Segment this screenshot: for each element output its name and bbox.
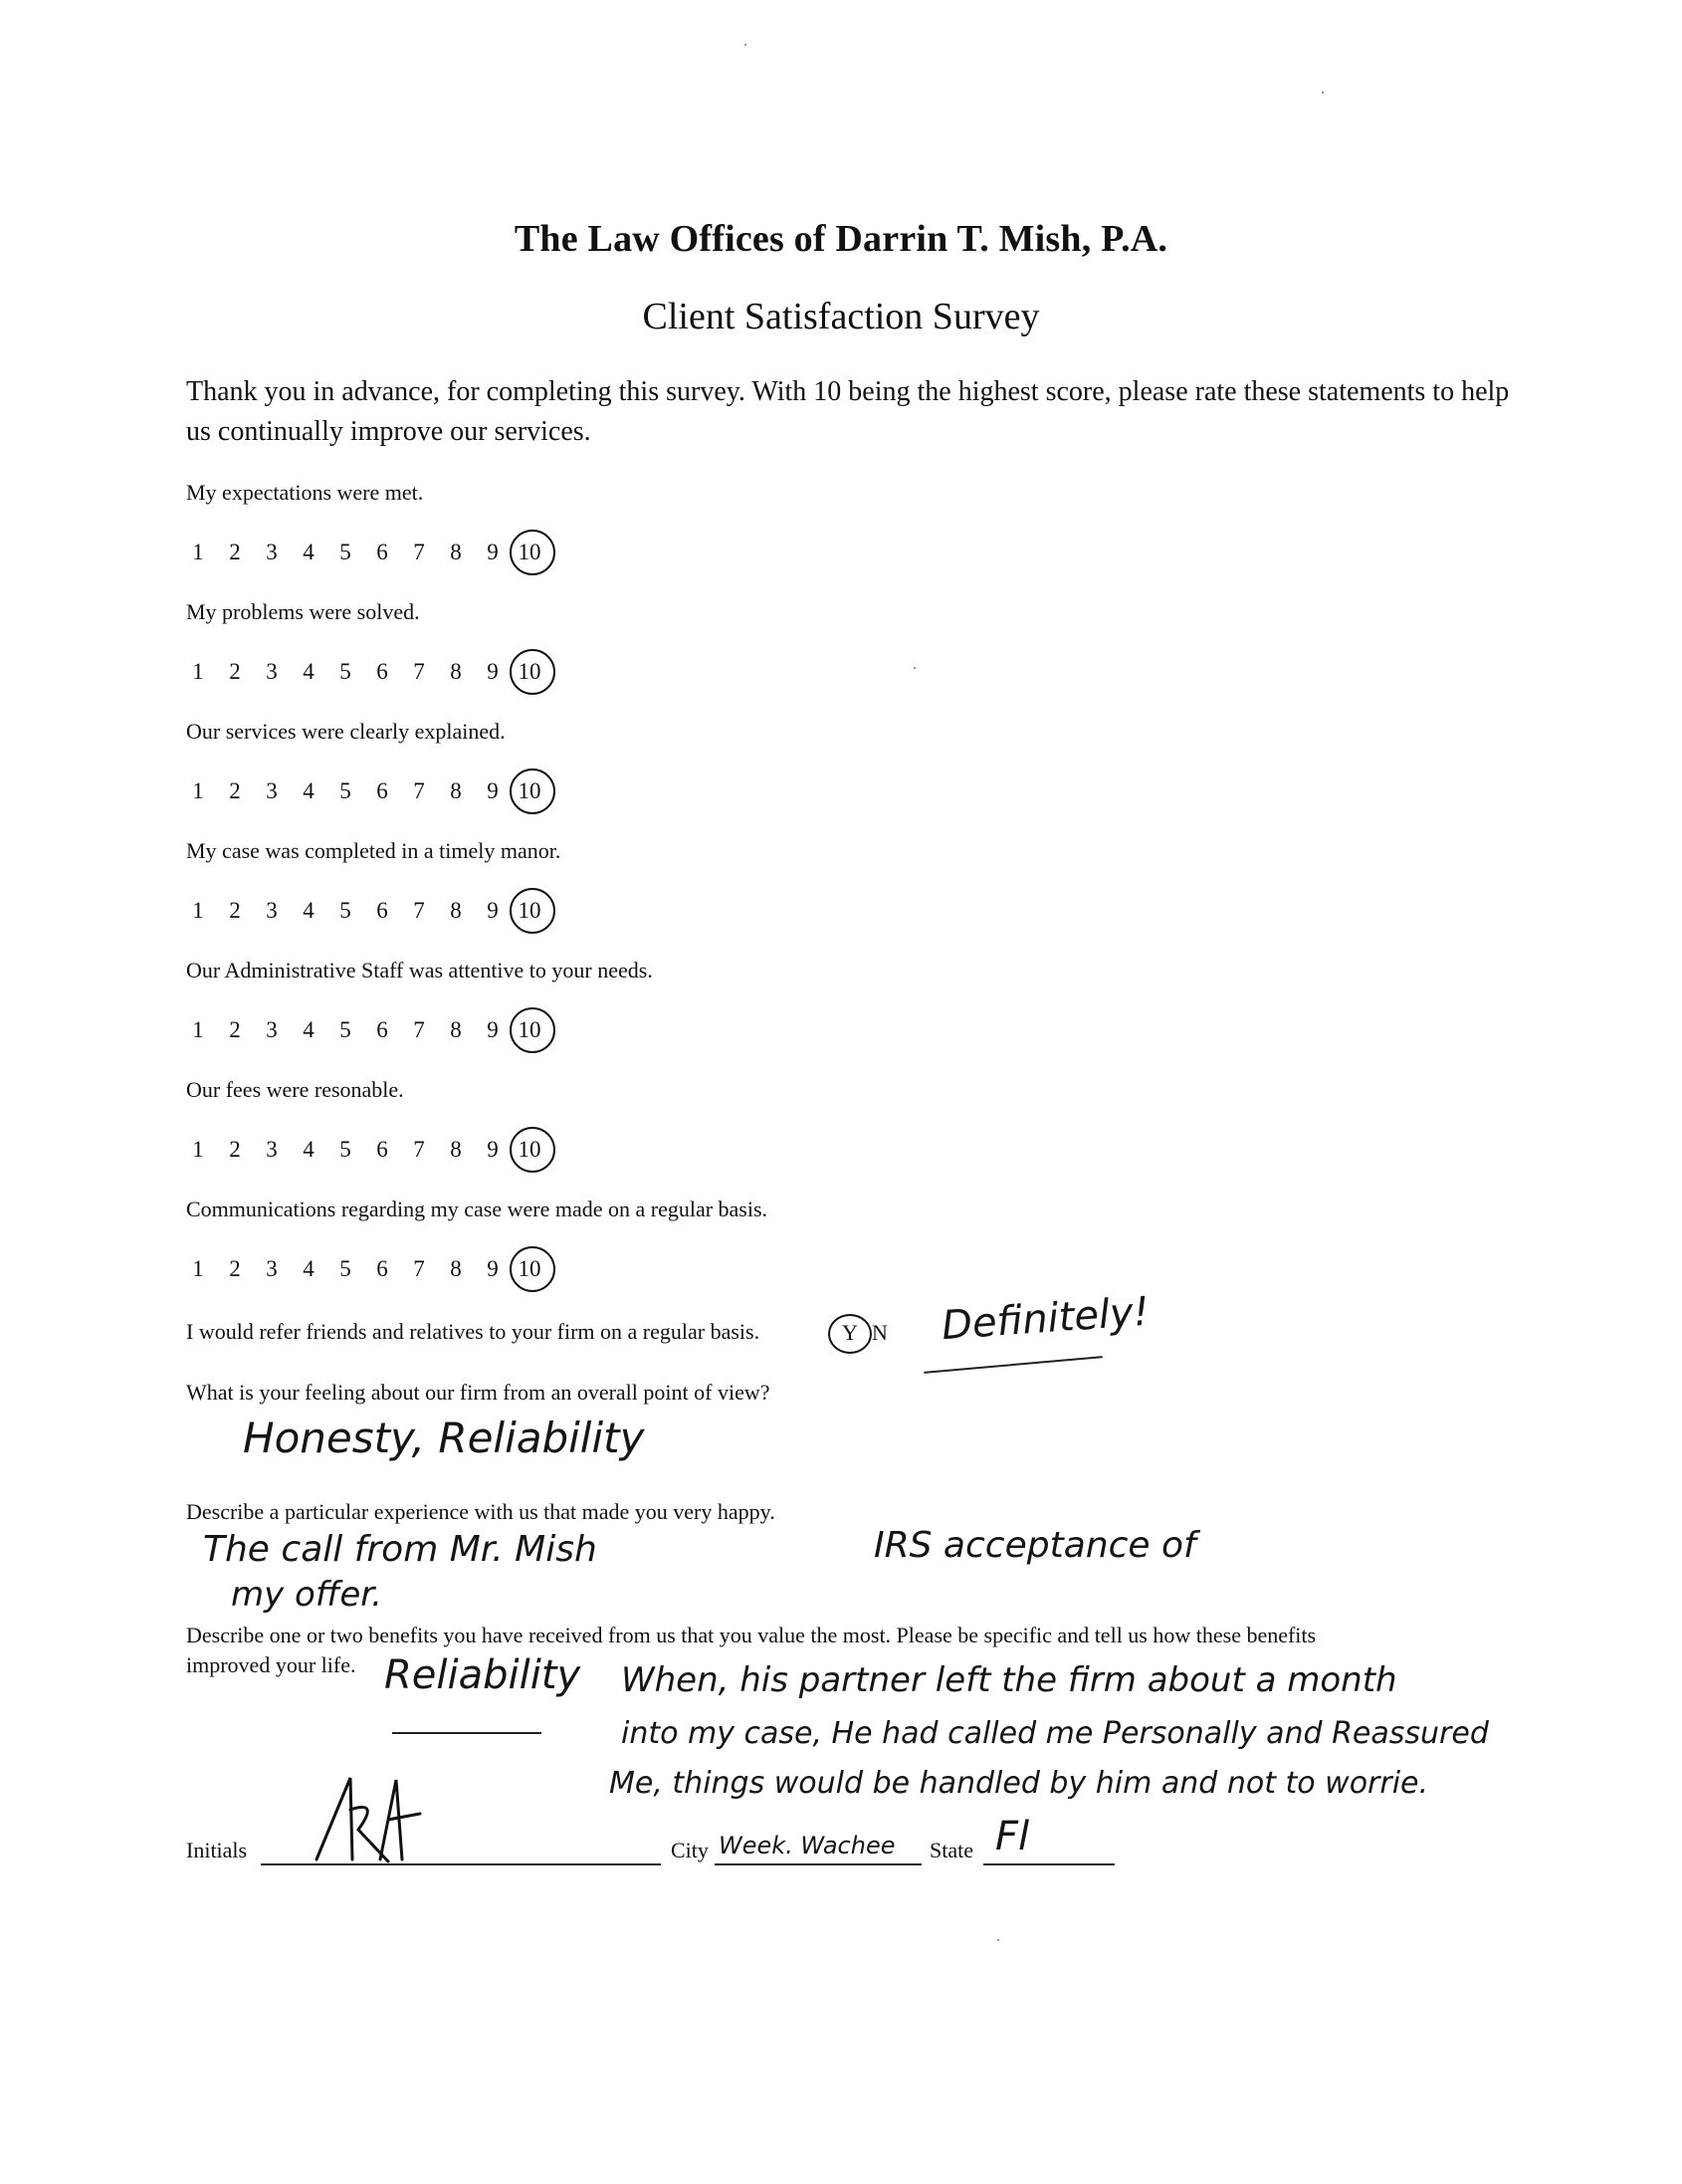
rating-question-label: Communications regarding my case were made on a regular basis. xyxy=(186,1197,768,1221)
state-label: State xyxy=(930,1838,973,1862)
state-line[interactable] xyxy=(983,1863,1115,1865)
rating-option[interactable]: 1 xyxy=(192,1017,204,1042)
rating-option[interactable]: 9 xyxy=(487,540,499,564)
rating-option[interactable]: 10 xyxy=(518,1137,541,1162)
rating-option[interactable]: 9 xyxy=(487,1017,499,1042)
rating-option[interactable]: 4 xyxy=(303,540,315,564)
scan-speck xyxy=(997,1939,999,1941)
rating-option[interactable]: 3 xyxy=(266,540,278,564)
firm-name: The Law Offices of Darrin T. Mish, P.A. xyxy=(514,218,1168,260)
rating-option[interactable]: 6 xyxy=(376,540,388,564)
rating-option[interactable]: 7 xyxy=(413,659,425,684)
rating-option[interactable]: 2 xyxy=(229,1256,241,1281)
city-label: City xyxy=(671,1838,709,1862)
refer-question-label xyxy=(186,1319,759,1345)
rating-option[interactable]: 10 xyxy=(518,540,541,564)
rating-option[interactable]: 8 xyxy=(450,1137,462,1162)
rating-option[interactable]: 6 xyxy=(376,1256,388,1281)
refer-yes-circle xyxy=(828,1314,872,1354)
benefits-handwritten-keyword: Reliability xyxy=(384,1652,581,1698)
rating-option[interactable]: 6 xyxy=(376,659,388,684)
rating-scale xyxy=(186,659,584,693)
rating-option[interactable]: 3 xyxy=(266,1256,278,1281)
rating-option[interactable]: 9 xyxy=(487,1256,499,1281)
rating-option[interactable]: 3 xyxy=(266,1137,278,1162)
rating-option[interactable]: 8 xyxy=(450,540,462,564)
refer-underline xyxy=(924,1356,1102,1374)
rating-question-label: My problems were solved. xyxy=(186,599,420,624)
rating-option[interactable]: 7 xyxy=(413,1256,425,1281)
benefits-handwritten-line3: Me, things would be handled by him and not to worrie. xyxy=(609,1766,1429,1801)
rating-option[interactable]: 6 xyxy=(376,778,388,803)
selected-rating-circle xyxy=(510,1007,555,1053)
rating-scale xyxy=(186,1017,584,1051)
selected-rating-circle xyxy=(510,888,555,934)
rating-option[interactable]: 3 xyxy=(266,898,278,923)
selected-rating-circle xyxy=(510,530,555,575)
rating-option[interactable]: 2 xyxy=(229,540,241,564)
rating-option[interactable]: 8 xyxy=(450,1256,462,1281)
rating-option[interactable]: 3 xyxy=(266,1017,278,1042)
selected-rating-circle xyxy=(510,649,555,695)
rating-option[interactable]: 8 xyxy=(450,1017,462,1042)
rating-option[interactable]: 8 xyxy=(450,659,462,684)
refer-yes-option[interactable] xyxy=(832,1316,868,1350)
rating-option[interactable]: 2 xyxy=(229,778,241,803)
selected-rating-circle xyxy=(510,1246,555,1292)
overall-question-label: What is your feeling about our firm from an overall point of view? xyxy=(186,1380,770,1405)
rating-option[interactable]: 8 xyxy=(450,778,462,803)
rating-option[interactable]: 1 xyxy=(192,1137,204,1162)
scan-speck xyxy=(914,667,916,669)
rating-option[interactable]: 10 xyxy=(518,1256,541,1281)
rating-option[interactable]: 4 xyxy=(303,898,315,923)
survey-intro: Thank you in advance, for completing this survey. With 10 being the highest score, please rate these statements to help us continually improve our services. xyxy=(186,376,1510,447)
rating-option[interactable]: 2 xyxy=(229,898,241,923)
rating-scale xyxy=(186,1256,584,1290)
rating-option[interactable]: 5 xyxy=(339,1137,351,1162)
rating-option[interactable]: 5 xyxy=(339,540,351,564)
scan-speck xyxy=(1322,92,1324,94)
rating-option[interactable]: 9 xyxy=(487,778,499,803)
rating-option[interactable]: 1 xyxy=(192,659,204,684)
rating-option[interactable]: 1 xyxy=(192,778,204,803)
rating-option[interactable]: 10 xyxy=(518,778,541,803)
rating-option[interactable]: 9 xyxy=(487,1137,499,1162)
rating-option[interactable]: 5 xyxy=(339,659,351,684)
rating-option[interactable]: 2 xyxy=(229,1137,241,1162)
survey-title: Client Satisfaction Survey xyxy=(642,296,1040,337)
rating-question-label: Our fees were resonable. xyxy=(186,1077,404,1102)
refer-handwritten-answer: Definitely! xyxy=(940,1288,1152,1350)
state-handwritten-value: Fl xyxy=(995,1814,1030,1859)
rating-scale xyxy=(186,778,584,812)
rating-option[interactable]: 2 xyxy=(229,659,241,684)
rating-scale xyxy=(186,540,584,573)
rating-option[interactable]: 4 xyxy=(303,1256,315,1281)
rating-option[interactable]: 10 xyxy=(518,898,541,923)
rating-question-label: My case was completed in a timely manor. xyxy=(186,838,561,863)
rating-option[interactable]: 7 xyxy=(413,1137,425,1162)
rating-option[interactable]: 5 xyxy=(339,898,351,923)
rating-option[interactable]: 6 xyxy=(376,1137,388,1162)
experience-handwritten-line1: The call from Mr. Mish xyxy=(203,1529,597,1570)
rating-question-label: Our Administrative Staff was attentive to your needs. xyxy=(186,958,653,983)
rating-option[interactable]: 8 xyxy=(450,898,462,923)
rating-option[interactable]: 6 xyxy=(376,1017,388,1042)
rating-option[interactable]: 1 xyxy=(192,898,204,923)
rating-option[interactable]: 7 xyxy=(413,778,425,803)
refer-no-label: N xyxy=(872,1320,888,1345)
rating-option[interactable]: 3 xyxy=(266,659,278,684)
rating-option[interactable]: 6 xyxy=(376,898,388,923)
refer-no-option[interactable] xyxy=(872,1316,888,1350)
benefits-question-label-line2: improved your life. xyxy=(186,1652,356,1677)
rating-option[interactable]: 10 xyxy=(518,1017,541,1042)
rating-option[interactable]: 5 xyxy=(339,1256,351,1281)
rating-option[interactable]: 4 xyxy=(303,1137,315,1162)
selected-rating-circle xyxy=(510,1127,555,1173)
rating-option[interactable]: 4 xyxy=(303,659,315,684)
benefits-handwritten-line2: into my case, He had called me Personally and Reassured xyxy=(621,1716,1489,1751)
rating-option[interactable]: 9 xyxy=(487,659,499,684)
rating-option[interactable]: 7 xyxy=(413,1017,425,1042)
rating-question-label: Our services were clearly explained. xyxy=(186,719,506,744)
rating-option[interactable]: 7 xyxy=(413,540,425,564)
city-line[interactable] xyxy=(715,1863,922,1865)
rating-option[interactable]: 2 xyxy=(229,1017,241,1042)
rating-option[interactable]: 1 xyxy=(192,1256,204,1281)
refer-question-text: I would refer friends and relatives to your firm on a regular basis. xyxy=(186,1319,760,1344)
initials-label: Initials xyxy=(186,1838,248,1862)
city-handwritten-value: Week. Wachee xyxy=(719,1832,896,1859)
benefits-question-label-line1: Describe one or two benefits you have received from us that you value the most. Please be specific and tell us how these benefits xyxy=(186,1623,1317,1647)
initials-signature xyxy=(311,1770,430,1865)
experience-handwritten-line3: my offer. xyxy=(231,1575,382,1615)
rating-option[interactable]: 4 xyxy=(303,1017,315,1042)
rating-option[interactable]: 5 xyxy=(339,778,351,803)
rating-option[interactable]: 9 xyxy=(487,898,499,923)
rating-scale xyxy=(186,898,584,932)
rating-question-label: My expectations were met. xyxy=(186,480,424,505)
experience-question-label: Describe a particular experience with us that made you very happy. xyxy=(186,1499,775,1524)
rating-option[interactable]: 5 xyxy=(339,1017,351,1042)
overall-handwritten-answer: Honesty, Reliability xyxy=(243,1414,645,1462)
experience-handwritten-line2: IRS acceptance of xyxy=(874,1525,1196,1566)
rating-scale xyxy=(186,1137,584,1171)
rating-option[interactable]: 3 xyxy=(266,778,278,803)
benefits-keyword-underline xyxy=(392,1732,541,1734)
refer-yes-label: Y xyxy=(842,1320,858,1345)
rating-option[interactable]: 10 xyxy=(518,659,541,684)
scan-speck xyxy=(744,44,746,46)
rating-option[interactable]: 1 xyxy=(192,540,204,564)
benefits-handwritten-line1: When, his partner left the firm about a month xyxy=(621,1660,1397,1700)
selected-rating-circle xyxy=(510,768,555,814)
rating-option[interactable]: 7 xyxy=(413,898,425,923)
rating-option[interactable]: 4 xyxy=(303,778,315,803)
